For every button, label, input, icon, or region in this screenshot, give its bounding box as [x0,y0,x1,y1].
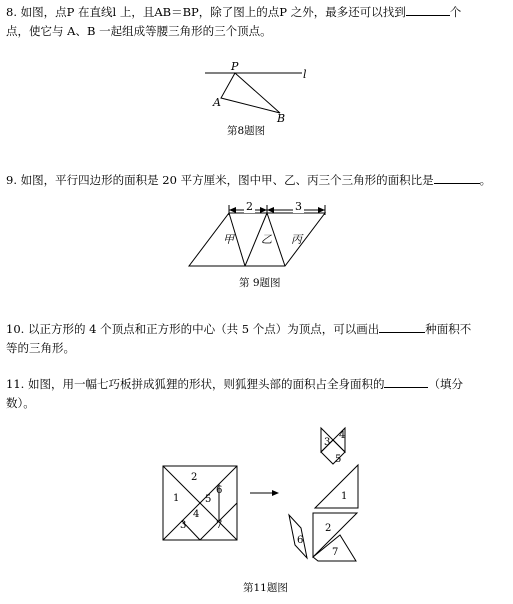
q9-label-yi: 乙 [261,233,272,246]
q9-caption: 第 9题图 [239,277,281,289]
square-label-5: 5 [205,494,212,505]
fox-label-5: 5 [335,454,342,465]
square-label-4: 4 [193,509,200,520]
q9-label-bing: 丙 [291,233,302,246]
q11-line2: 数）。 [6,396,35,410]
q9-line1: 9. 如图，平行四边形的面积是 20 平方厘米，图中甲、乙、丙三个三角形的面积比是 [6,173,434,187]
q8-line1: 8. 如图，点P 在直线l 上，且AB＝BP，除了图上的点P 之外，最多还可以找到 [6,5,406,19]
fox-label-7: 7 [332,547,339,558]
square-label-7: 7 [216,520,223,531]
q8-label-p: P [231,60,239,73]
q9-label-jia: 甲 [223,233,234,246]
q10-line2: 等的三角形。 [6,341,75,355]
q11-line1: 11. 如图，用一幅七巧板拼成狐狸的形状，则狐狸头部的面积占全身面积的 [6,377,385,391]
q9-line1-end: 。 [479,173,492,187]
fox-body-upper [315,465,358,508]
q8-label-b: B [277,112,286,125]
square-label-2: 2 [191,472,198,483]
q8-label-l: l [303,68,307,81]
q8-line2: 点，使它与 A、B 一起组成等腰三角形的三个顶点。 [6,24,272,38]
q10-line1: 10. 以正方形的 4 个顶点和正方形的中心（共 5 个点）为顶点，可以画出 [6,322,380,336]
q9-dim-left-label: 2 [246,200,253,213]
fox-label-4: 4 [339,430,346,441]
q8-line1-end: 个 [449,5,462,19]
fox-label-2: 2 [325,523,332,534]
fox-label-3: 3 [324,437,331,448]
fox-label-1: 1 [341,491,348,502]
q9-dim-right-label: 3 [295,200,302,213]
q11-caption: 第11题图 [243,582,288,594]
q10-line1-end: 种面积不 [425,322,472,336]
fox-label-6: 6 [297,535,304,546]
square-label-6: 6 [216,485,223,496]
q8-caption: 第8题图 [227,125,266,137]
q11-line1-end: （填分 [428,377,463,391]
square-label-3: 3 [180,520,187,531]
q8-label-a: A [213,96,221,109]
square-label-1: 1 [173,493,180,504]
